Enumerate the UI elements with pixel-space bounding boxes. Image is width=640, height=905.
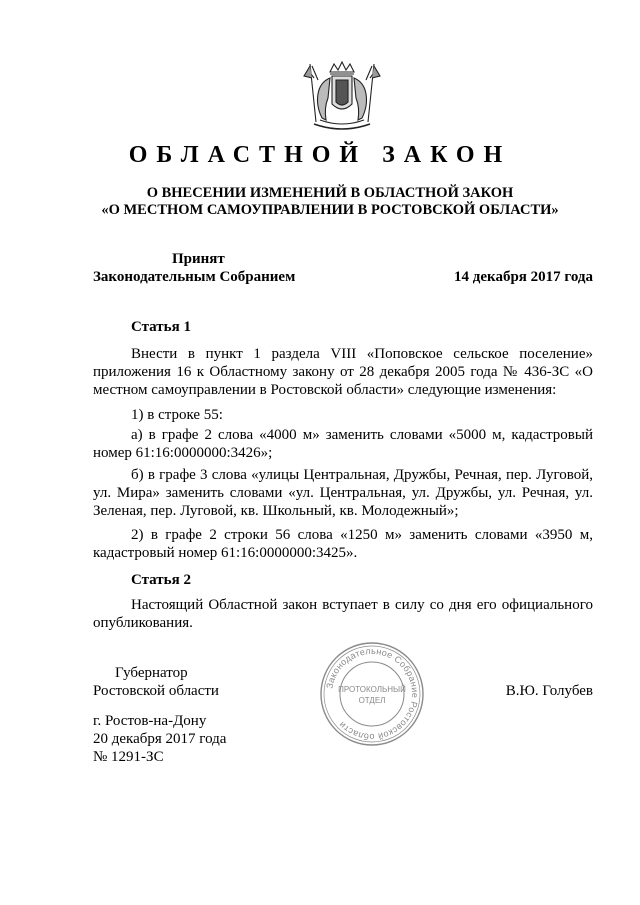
footer-number: № 1291-ЗС: [93, 749, 164, 765]
signer-position-line-2: Ростовской области: [93, 683, 219, 699]
subtitle-line-1: О ВНЕСЕНИИ ИЗМЕНЕНИЙ В ОБЛАСТНОЙ ЗАКОН: [146, 185, 514, 201]
article-1-item-1a: а) в графе 2 слова «4000 м» заменить словами «5000 м, кадастровый номер 61:16:0000000:3426»;: [93, 427, 593, 461]
coat-of-arms-icon: [300, 58, 384, 134]
article-1-intro: Внести в пункт 1 раздела VIII «Поповское сельское поселение» приложения 16 к Областному закону от 28 декабря 2005 года № 436-ЗС «О местном самоуправлении в Ростовской области» следующие изменения:: [93, 346, 593, 398]
svg-text:Законодательное Собрание Росто: Законодательное Собрание Ростовской области: [324, 645, 421, 743]
article-1-heading: Статья 1: [131, 319, 191, 335]
signer-position-line-1: Губернатор: [115, 665, 188, 681]
official-seal-icon: [318, 640, 426, 748]
article-1-item-1b: б) в графе 3 слова «улицы Центральная, Дружбы, Речная, пер. Луговой, ул. Мира» заменить словами «ул. Центральная, ул. Дружбы, ул. Речная, ул. Зеленая, пер. Луговой, кв. Школьный, кв. Молодежный»;: [93, 467, 593, 519]
article-2-text: Настоящий Областной закон вступает в силу со дня его официального опубликования.: [93, 597, 593, 631]
document-subtitle: [80, 185, 580, 219]
svg-text:ПРОТОКОЛЬНЫЙ: ПРОТОКОЛЬНЫЙ: [338, 685, 406, 694]
adoption-date: 14 декабря 2017 года: [454, 269, 593, 285]
article-1-item-1: 1) в строке 55:: [131, 407, 223, 423]
article-1-item-2: 2) в графе 2 строки 56 слова «1250 м» заменить словами «3950 м, кадастровый номер 61:16:0000000:3425».: [93, 527, 593, 561]
footer-city: г. Ростов-на-Дону: [93, 713, 207, 729]
adoption-body: Законодательным Собранием: [93, 269, 296, 285]
signer-name: В.Ю. Голубев: [505, 683, 593, 699]
article-2-heading: Статья 2: [131, 572, 191, 588]
adoption-accepted: Принят: [172, 251, 225, 267]
subtitle-line-2: «О МЕСТНОМ САМОУПРАВЛЕНИИ В РОСТОВСКОЙ ОБЛАСТИ»: [101, 202, 559, 218]
svg-text:ОТДЕЛ: ОТДЕЛ: [358, 696, 386, 705]
document-title: ОБЛАСТНОЙ ЗАКОН: [128, 142, 512, 168]
footer-date: 20 декабря 2017 года: [93, 731, 227, 747]
